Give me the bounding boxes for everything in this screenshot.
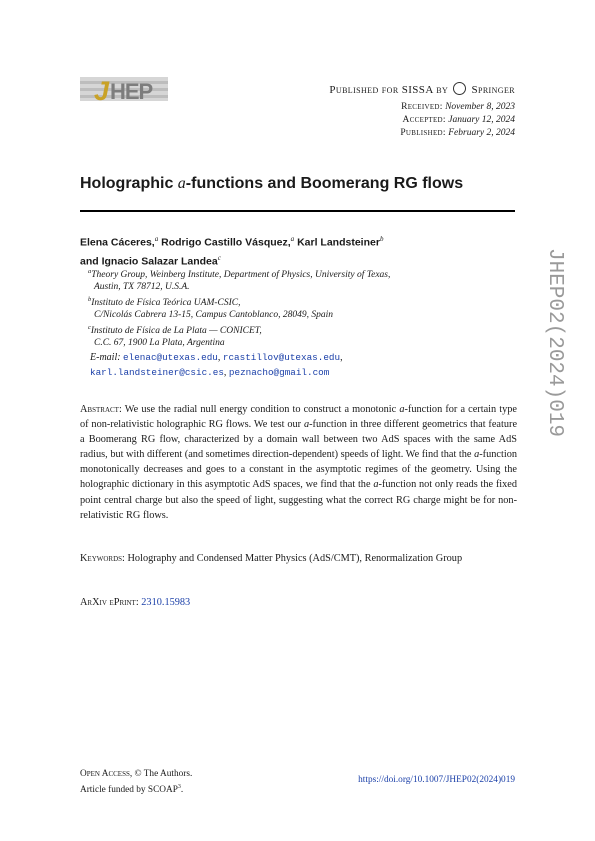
footer-license: Open Access, © The Authors. Article funded by SCOAP$^3$. bbox=[80, 769, 193, 796]
title-rule bbox=[80, 210, 515, 212]
springer-icon bbox=[453, 82, 466, 95]
email-link[interactable]: rcastillov@utexas.edu bbox=[222, 352, 341, 363]
date-received: Received: November 8, 2023 bbox=[401, 102, 515, 112]
email-link[interactable]: elenac@utexas.edu bbox=[123, 352, 218, 363]
email-link[interactable]: karl.landsteiner@csic.es bbox=[90, 367, 224, 378]
svg-text:J: J bbox=[94, 76, 110, 105]
arxiv-eprint bbox=[80, 597, 190, 608]
published-prefix: Published for SISSA by bbox=[329, 84, 449, 96]
keywords-label: Keywords: bbox=[80, 553, 125, 564]
doi-link[interactable]: https://doi.org/10.1007/JHEP02(2024)019 bbox=[358, 775, 515, 785]
paper-title: Holographic a-functions and Boomerang RG flows bbox=[80, 175, 464, 192]
arxiv-link[interactable]: 2310.15983 bbox=[141, 597, 191, 608]
author-caceres: Elena Cáceres, bbox=[80, 236, 155, 249]
abstract: Abstract: We use the radial null energy condition to construct a monotonic a-function for a certain type of non-relativistic holographic RG flows. We test our a-function in three different geometrics that feature a Boomerang RG flow, characterized by a domain wall between two AdS spaces with the same AdS radius, but with different (and sometimes direction-dependent) speeds of light. We find that the a-function monotonically decreases and goes to a constant in the asymptotic regimes of the geometry. Using the holographic dictionary in this asymptotic AdS spaces, we find that the a-function not only reads the fixed point central charge but also the speed of light, suggesting what the correct RG charge might be for non-relativistic RG flows. bbox=[80, 404, 518, 521]
author-salazar: Ignacio Salazar Landea bbox=[101, 255, 218, 267]
affiliation-b: $^b$Instituto de Física Teórica UAM-CSIC, bbox=[88, 295, 241, 308]
affiliation-a: $^a$Theory Group, Weinberg Institute, Department of Physics, University of Texas, bbox=[88, 268, 391, 281]
jhep-logo bbox=[80, 75, 168, 105]
keywords: Keywords: Holography and Condensed Matter Physics (AdS/CMT), Renormalization Group bbox=[80, 553, 463, 564]
affiliations: $^a$Theory Group, Weinberg Institute, Department of Physics, University of Texas, Austin, TX 78712, U.S.A. $^b$Instituto de Física Teórica UAM-CSIC, C/Nicolás Cabrera 13-15, Campus Cantoblanco, 28049, Spain $^c$Instituto de Física de La Plata — CONICET, C.C. 67, 1900 La Plata, Argentina bbox=[88, 266, 508, 349]
side-id-text: JHEP02(2024)019 bbox=[543, 248, 566, 438]
email-block: E-mail: elenac@utexas.edu, rcastillov@utexas.edu, karl.landsteiner@csic.es, peznacho@gmail.com bbox=[90, 352, 343, 378]
dates-block bbox=[400, 101, 515, 140]
affiliation-c: $^c$Instituto de Física de La Plata — CONICET, bbox=[88, 323, 262, 336]
abstract-label: Abstract: bbox=[80, 404, 122, 415]
email-label: E-mail: bbox=[90, 352, 121, 363]
author-castillo: Rodrigo Castillo Vásquez, bbox=[158, 236, 291, 249]
svg-text:HEP: HEP bbox=[110, 79, 153, 104]
published-line bbox=[329, 82, 515, 96]
author-list: Elena Cáceres,$^a$ Rodrigo Castillo Vásquez,$^a$ Karl Landsteiner$^b$ and Ignacio Salazar Landea$^c$ bbox=[80, 235, 384, 267]
arxiv-label: ArXiv ePrint: bbox=[80, 597, 139, 608]
date-accepted: Accepted: January 12, 2024 bbox=[402, 115, 515, 125]
publisher-name: Springer bbox=[471, 84, 515, 96]
email-link[interactable]: peznacho@gmail.com bbox=[228, 367, 330, 378]
side-journal-id bbox=[542, 248, 572, 488]
date-published: Published: February 2, 2024 bbox=[400, 128, 515, 138]
author-landsteiner: Karl Landsteiner bbox=[294, 236, 380, 249]
